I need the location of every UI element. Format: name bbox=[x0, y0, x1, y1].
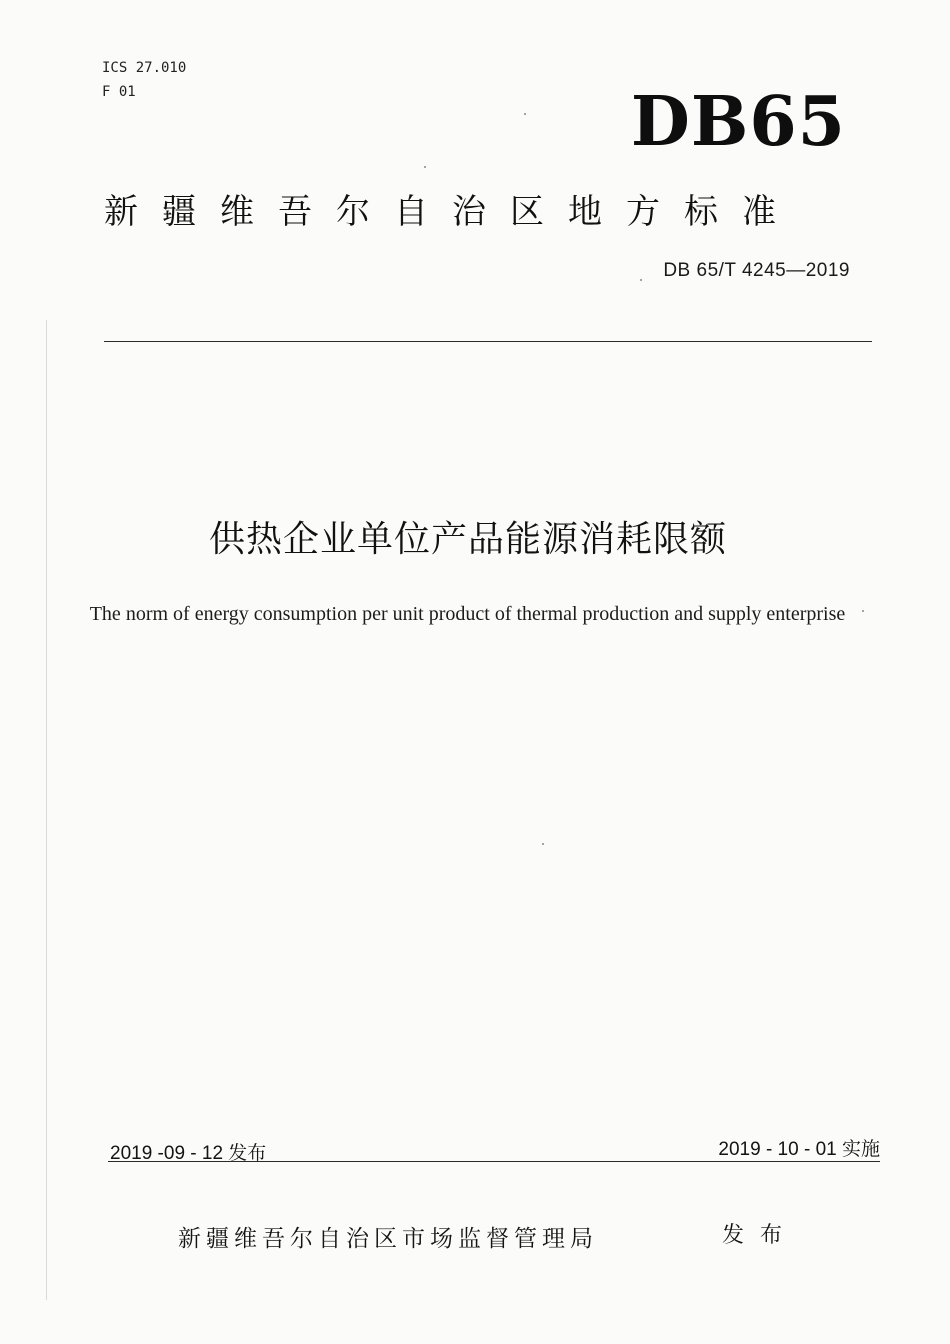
standard-number: DB 65/T 4245—2019 bbox=[663, 260, 850, 281]
standard-type-heading: 新疆维吾尔自治区地方标准 bbox=[104, 192, 800, 232]
standard-mark: DB65 bbox=[630, 82, 846, 162]
effective-date: 2019 - 10 - 01 实施 bbox=[718, 1139, 880, 1160]
footer-divider bbox=[108, 1161, 880, 1162]
issuing-authority: 新疆维吾尔自治区市场监督管理局 bbox=[178, 1226, 598, 1252]
issuing-action: 发布 bbox=[722, 1223, 799, 1248]
scan-speck bbox=[424, 166, 426, 168]
classification-codes bbox=[102, 56, 186, 104]
ics-code: ICS 27.010 bbox=[102, 60, 187, 76]
scan-speck bbox=[640, 279, 642, 281]
scan-edge-line bbox=[46, 320, 47, 1300]
scan-speck bbox=[524, 113, 526, 115]
publish-date: 2019 -09 - 12 发布 bbox=[110, 1143, 267, 1164]
title-chinese: 供热企业单位产品能源消耗限额 bbox=[208, 519, 727, 560]
ccs-code: F 01 bbox=[102, 84, 136, 100]
title-english: The norm of energy consumption per unit product of thermal production and supply enterprise bbox=[89, 603, 846, 625]
scan-speck bbox=[862, 610, 864, 612]
header-divider bbox=[104, 341, 872, 342]
dates-row bbox=[110, 1134, 880, 1164]
scan-speck bbox=[542, 843, 544, 845]
